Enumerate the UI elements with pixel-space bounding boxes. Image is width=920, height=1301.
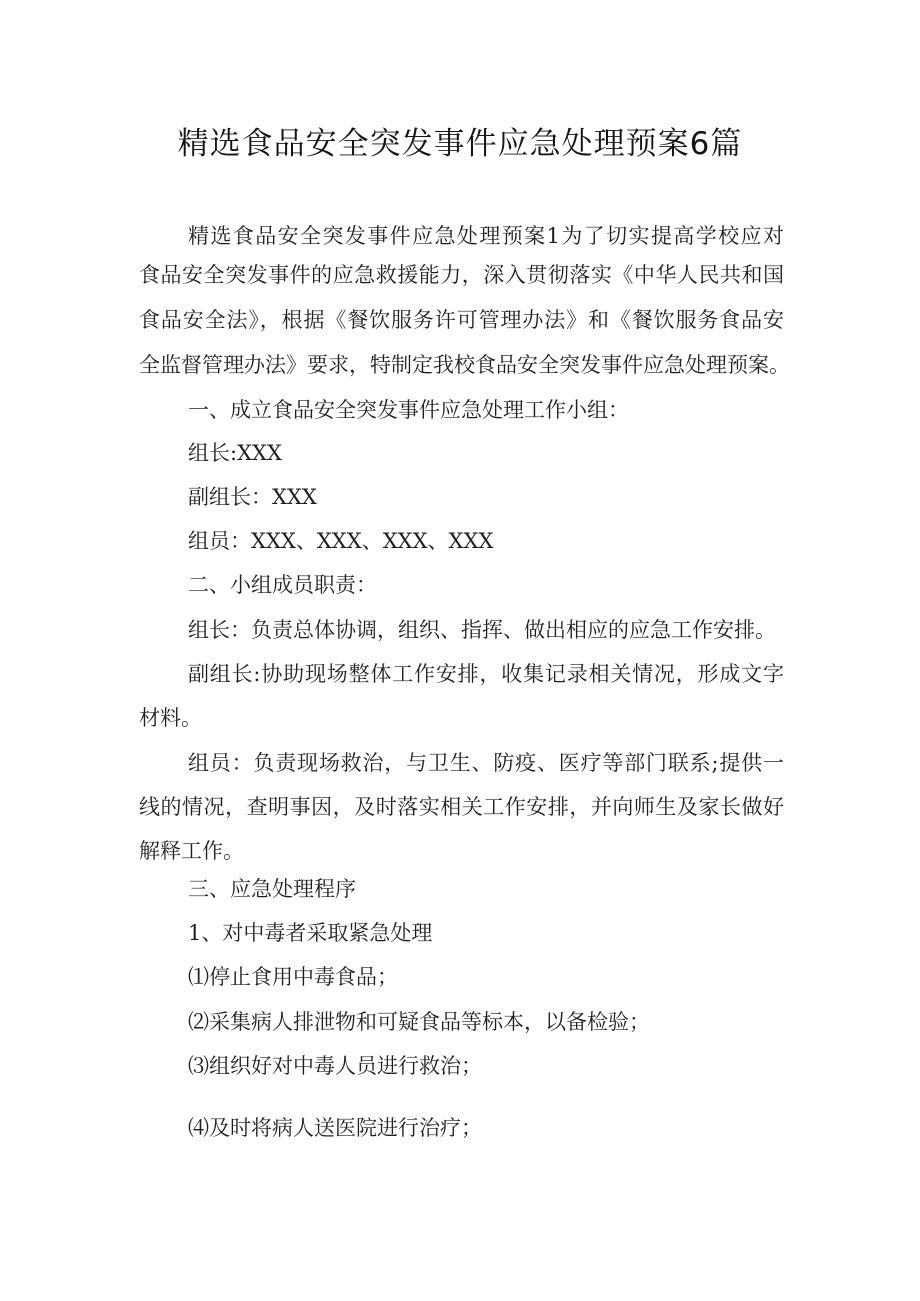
paragraph-line: 解释工作。 (139, 839, 244, 863)
list-item: ⑶组织好对中毒人员进行救治； (188, 1054, 482, 1078)
list-item: ⑴停止食用中毒食品； (188, 965, 398, 989)
paragraph-line: 副组长:协助现场整体工作安排，收集记录相关情况，形成文字 (188, 662, 784, 686)
paragraph-line: 组员：XXX、XXX、XXX、XXX (188, 529, 494, 553)
paragraph-line: 食品安全突发事件的应急救援能力，深入贯彻落实《中华人民共和国 (139, 263, 784, 287)
paragraph-line: 副组长：XXX (188, 485, 317, 509)
paragraph-line: 线的情况，查明事因，及时落实相关工作安排，并向师生及家长做好 (139, 795, 784, 819)
paragraph-line: 全监督管理办法》要求，特制定我校食品安全突发事件应急处理预案。 (139, 353, 790, 377)
section-heading: 一、成立食品安全突发事件应急处理工作小组： (188, 398, 629, 422)
paragraph-line: 材料。 (139, 706, 202, 730)
paragraph-line: 组长:XXX (188, 441, 282, 465)
paragraph-line: 组员：负责现场救治，与卫生、防疫、医疗等部门联系;提供一 (188, 751, 784, 775)
paragraph-line: 食品安全法》，根据《餐饮服务许可管理办法》和《餐饮服务食品安 (139, 308, 784, 332)
list-item: ⑷及时将病人送医院进行治疗； (188, 1116, 482, 1140)
section-heading: 三、应急处理程序 (188, 877, 356, 901)
paragraph-line: 精选食品安全突发事件应急处理预案1为了切实提高学校应对 (188, 224, 784, 248)
document-title: 精选食品安全突发事件应急处理预案6篇 (177, 126, 743, 162)
subsection-heading: 1、对中毒者采取紧急处理 (188, 921, 433, 945)
paragraph-line: 组长：负责总体协调，组织、指挥、做出相应的应急工作安排。 (188, 618, 776, 642)
section-heading: 二、小组成员职责： (188, 573, 377, 597)
list-item: ⑵采集病人排泄物和可疑食品等标本，以备检验； (188, 1010, 650, 1034)
